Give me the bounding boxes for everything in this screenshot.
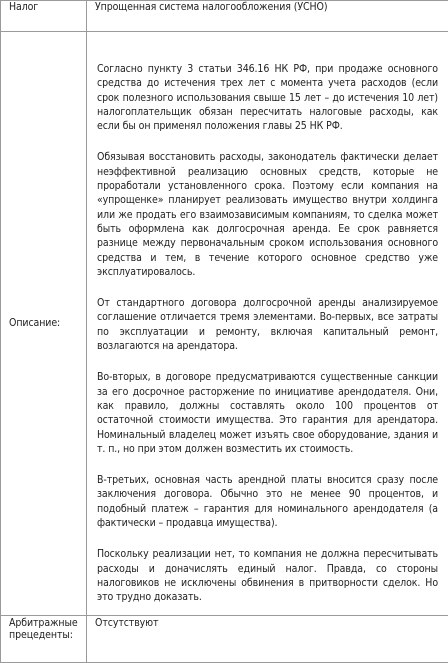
table-row-description: [1, 32, 448, 616]
description-paragraph-5: В-третьих, основная часть арендной платы вносится сразу после заключения договора. Обычно это не менее 90 процентов, и подобный платеж – гарантия для номинального арендодателя (а фактически – продавца имущества).: [97, 473, 438, 530]
arbitration-value: Отсутствуют: [87, 615, 448, 662]
arbitration-label: Арбитражные прецеденты:: [1, 615, 87, 662]
description-paragraph-6: Поскольку реализации нет, то компания не должна пересчитывать расходы и доначислять единый налог. Правда, со стороны налоговиков не исключены обвинения в притворности сделок. Но это трудно доказать.: [97, 547, 438, 604]
description-paragraph-3: От стандартного договора долгосрочной аренды анализируемое соглашение отличается тремя элементами. Во-первых, все затраты по эксплуатации и ремонту, включая капитальный ремонт, возлагаются на арендатора.: [97, 296, 438, 353]
description-paragraph-1: Согласно пункту 3 статьи 346.16 НК РФ, при продаже основного средства до истечения трех лет с момента учета расходов (если срок полезного использования свыше 15 лет – до истечения 10 лет) налогоплательщик обязан пересчитать налоговые расходы, как если бы он применял положения главы 25 НК РФ.: [97, 62, 438, 133]
description-paragraph-2: Обязывая восстановить расходы, законодатель фактически делает неэффективной реализацию основных средств, которые не проработали установленного срока. Поэтому если компания на «упрощенке» планирует реализовать имущество внутри холдинга или же продать его взаимозависимым компаниям, то сделка может быть оформлена как долгосрочная аренда. Ее срок равняется разнице между первоначальным сроком использования основного средства и тем, в течение которого основное средство уже эксплуатировалось.: [97, 150, 438, 279]
description-paragraph-4: Во-вторых, в договоре предусматриваются существенные санкции за его досрочное расторжение по инициативе арендодателя. Они, как правило, должны составлять около 100 процентов от остаточной стоимости имущества. Это гарантия для арендатора. Номинальный владелец может изъять свое оборудование, здания и т. п., но при этом должен возместить их стоимость.: [97, 370, 438, 456]
tax-label: Налог: [1, 1, 87, 32]
table-row-tax: [1, 1, 448, 32]
table-row-arbitration: [1, 615, 448, 662]
description-label: Описание:: [1, 32, 87, 616]
description-text: [87, 32, 448, 616]
tax-value: Упрощенная система налогообложения (УСНО): [87, 1, 448, 32]
